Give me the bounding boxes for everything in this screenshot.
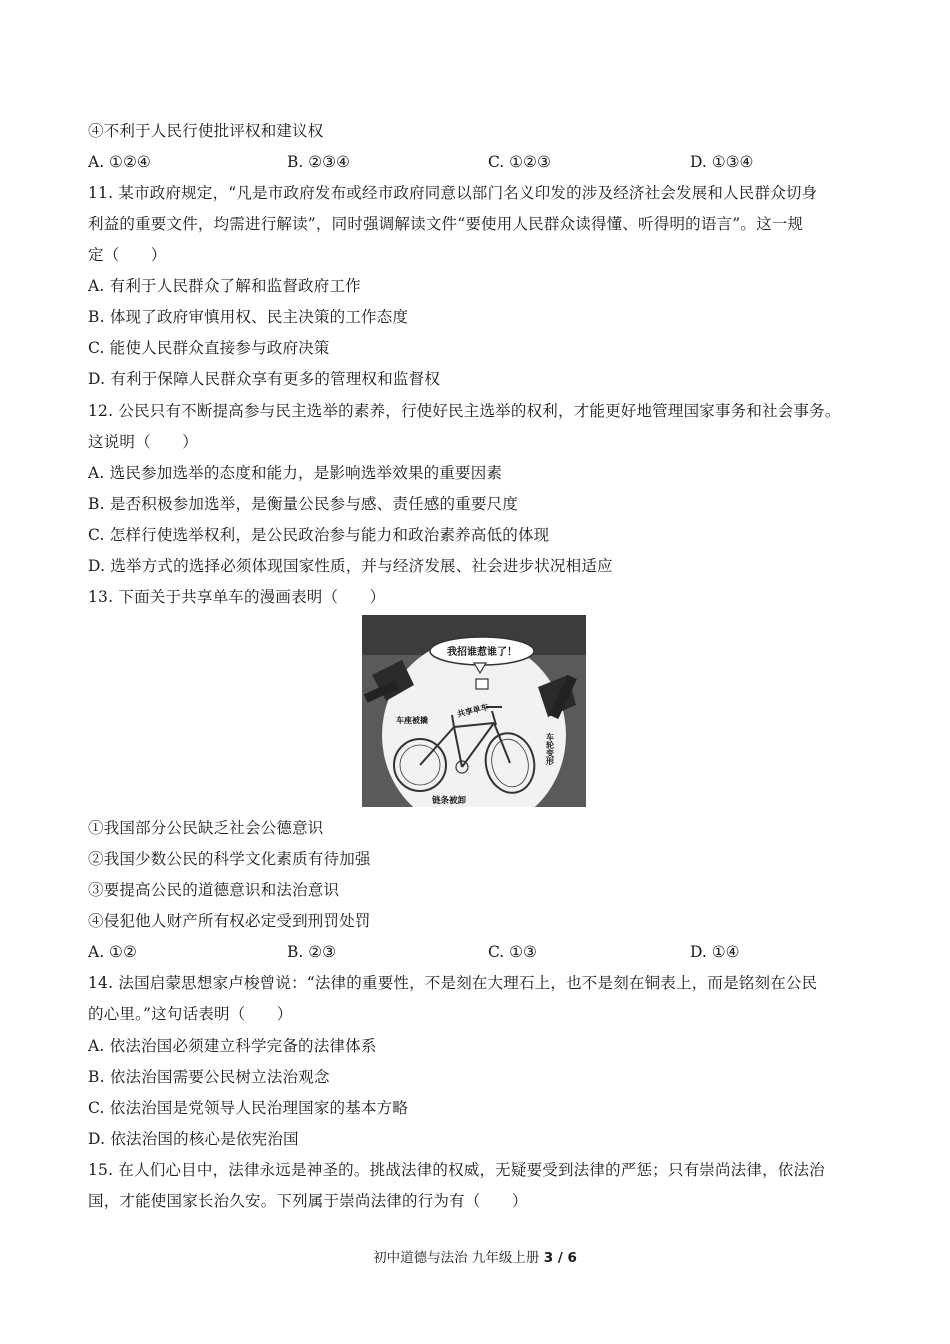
q11-option-d: D. 有利于保障人民群众享有更多的管理权和监督权 (88, 370, 441, 388)
footer-page-number: 3 / 6 (543, 1250, 577, 1266)
q13-item-2: ②我国少数公民的科学文化素质有待加强 (88, 850, 371, 868)
q10-options (88, 152, 868, 172)
q13-option-c: C. ①③ (488, 943, 537, 961)
q14-stem-line-2: 的心里。”这句话表明（ ） (88, 1005, 293, 1023)
q11-option-b: B. 体现了政府审慎用权、民主决策的工作态度 (88, 308, 409, 326)
q10-option-c: C. ①②③ (488, 153, 551, 171)
q14-option-c: C. 依法治国是党领导人民治理国家的基本方略 (88, 1099, 409, 1117)
label-seat: 车座被撬 (396, 716, 428, 725)
q12-stem-line-1: 12. 公民只有不断提高参与民主选举的素养，行使好民主选举的权利，才能更好地管理国家事务和社会事务。 (88, 402, 841, 420)
label-chain: 链条被卸 (432, 796, 467, 806)
q13-options (88, 942, 868, 962)
q10-option-b: B. ②③④ (287, 153, 350, 171)
q12-option-a: A. 选民参加选举的态度和能力，是影响选举效果的重要因素 (88, 464, 503, 482)
q10-option-a: A. ①②④ (88, 153, 151, 171)
speech-text: 我招谁惹谁了！ (447, 647, 517, 658)
q13-option-a: A. ①② (88, 943, 137, 961)
q13-item-4: ④侵犯他人财产所有权必定受到刑罚处罚 (88, 912, 371, 930)
q15-stem-line-1: 15. 在人们心目中，法律永远是神圣的。挑战法律的权威，无疑要受到法律的严惩；只有崇尚法律，依法治 (88, 1161, 825, 1179)
label-wheel: 车轮变形 (545, 733, 555, 765)
q14-stem-line-1: 14. 法国启蒙思想家卢梭曾说：“法律的重要性，不是刻在大理石上，也不是刻在铜表上，而是铭刻在公民 (88, 974, 818, 992)
q10-item-4: ④不利于人民行使批评权和建议权 (88, 122, 324, 140)
q11-option-a: A. 有利于人民群众了解和监督政府工作 (88, 277, 361, 295)
q14-option-a: A. 依法治国必须建立科学完备的法律体系 (88, 1037, 377, 1055)
q13-option-d: D. ①④ (690, 943, 740, 961)
q15-stem-line-2: 国，才能使国家长治久安。下列属于崇尚法律的行为有（ ） (88, 1192, 528, 1210)
label-share-bike: 共享单车 (456, 702, 490, 719)
footer-title: 初中道德与法治 九年级上册 (373, 1250, 540, 1266)
q11-stem-line-2: 利益的重要文件，均需进行解读”，同时强调解读文件“要使用人民群众读得懂、听得明的语言”。这一规 (88, 215, 804, 233)
page-footer (0, 1246, 950, 1266)
q11-stem-line-1: 11. 某市政府规定，“凡是市政府发布或经市政府同意以部门名义印发的涉及经济社会发展和人民群众切身 (88, 184, 818, 202)
shared-bike-cartoon (362, 615, 586, 807)
q10-option-d: D. ①③④ (690, 153, 754, 171)
q13-option-b: B. ②③ (287, 943, 337, 961)
q12-stem-line-2: 这说明（ ） (88, 433, 198, 451)
q14-option-d: D. 依法治国的核心是依宪治国 (88, 1130, 299, 1148)
q11-stem-line-3: 定（ ） (88, 246, 167, 264)
q12-option-b: B. 是否积极参加选举，是衡量公民参与感、责任感的重要尺度 (88, 495, 519, 513)
q12-option-d: D. 选举方式的选择必须体现国家性质，并与经济发展、社会进步状况相适应 (88, 557, 613, 575)
q13-item-3: ③要提高公民的道德意识和法治意识 (88, 881, 340, 899)
q12-option-c: C. 怎样行使选举权利，是公民政治参与能力和政治素养高低的体现 (88, 526, 550, 544)
q13-item-1: ①我国部分公民缺乏社会公德意识 (88, 819, 324, 837)
q13-stem: 13. 下面关于共享单车的漫画表明（ ） (88, 588, 386, 606)
q11-option-c: C. 能使人民群众直接参与政府决策 (88, 339, 330, 357)
q14-option-b: B. 依法治国需要公民树立法治观念 (88, 1068, 330, 1086)
